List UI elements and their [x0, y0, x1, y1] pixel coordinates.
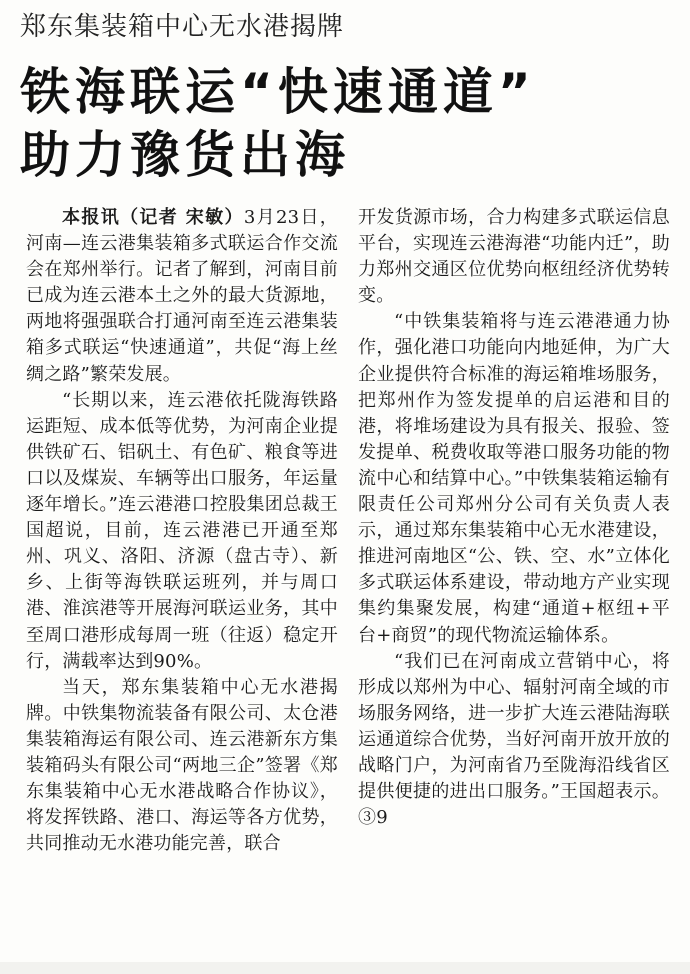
article-paragraph: “中铁集装箱将与连云港港通力协作，强化港口功能向内地延伸，为广大企业提供符合标准的海运箱堆场服务，把郑州作为签发提单的启运港和目的港，将堆场建设为具有报关、报验、签发提单、税费收取等港口服务功能的物流中心和结算中心。”中铁集装箱运输有限责任公司郑州分公司有关负责人表示，通过郑东集装箱中心无水港建设，推进河南地区“公、铁、空、水”立体化多式联运体系建设，带动地方产业实现集约集聚发展，构建“通道+枢纽+平台+商贸”的现代物流运输体系。: [358, 311, 670, 646]
article-paragraph-continuation: 开发货源市场，合力构建多式联运信息平台，实现连云港海港“功能内迁”，助力郑州交通区位优势向枢纽经济优势转变。: [358, 207, 670, 307]
page-bottom-strip: [0, 962, 690, 974]
article-paragraph-text: 3月23日，河南—连云港集装箱多式联运合作交流会在郑州举行。记者了解到，河南目前已成为连云港本土之外的最大货源地，两地将强强联合打通河南至连云港集装箱多式联运“快速通道”，共促“海上丝绸之路”繁荣发展。: [26, 207, 339, 385]
article-column-right: [358, 205, 670, 831]
article-column-left: [26, 205, 338, 857]
article-headline-line2: 助力豫货出海: [20, 126, 350, 184]
article-paragraph: 当天，郑东集装箱中心无水港揭牌。中铁集物流装备有限公司、太仓港集装箱海运有限公司、连云港新东方集装箱码头有限公司“两地三企”签署《郑东集装箱中心无水港战略合作协议》，将发挥铁路、港口、海运等各方优势，共同推动无水港功能完善，联合: [26, 676, 338, 855]
article-subhead: 郑东集装箱中心无水港揭牌: [20, 12, 345, 42]
article-headline-line1: 铁海联运“快速通道”: [20, 63, 536, 121]
article-paragraph: “我们已在河南成立营销中心，将形成以郑州为中心、辐射河南全域的市场服务网络，进一步扩大连云港陆海联运通道综合优势，当好河南开放开放的战略门户，为河南省乃至陇海沿线省区提供便捷的进出口服务。”王国超表示。③9: [358, 650, 670, 829]
article-paragraph: [26, 205, 338, 388]
article-byline: 本报讯（记者 宋敏）: [62, 207, 244, 228]
article-paragraph: “长期以来，连云港依托陇海铁路运距短、成本低等优势，为河南企业提供铁矿石、铝矾土、有色矿、粮食等进口以及煤炭、车辆等出口服务，年运量逐年增长。”连云港港口控股集团总裁王国超说，目前，连云港港已开通至郑州、巩义、洛阳、济源（盘古寺）、新乡、上街等海铁联运班列，并与周口港、淮滨港等开展海河联运业务，其中至周口港形成每周一班（往返）稳定开行，满载率达到90%。: [26, 389, 338, 672]
